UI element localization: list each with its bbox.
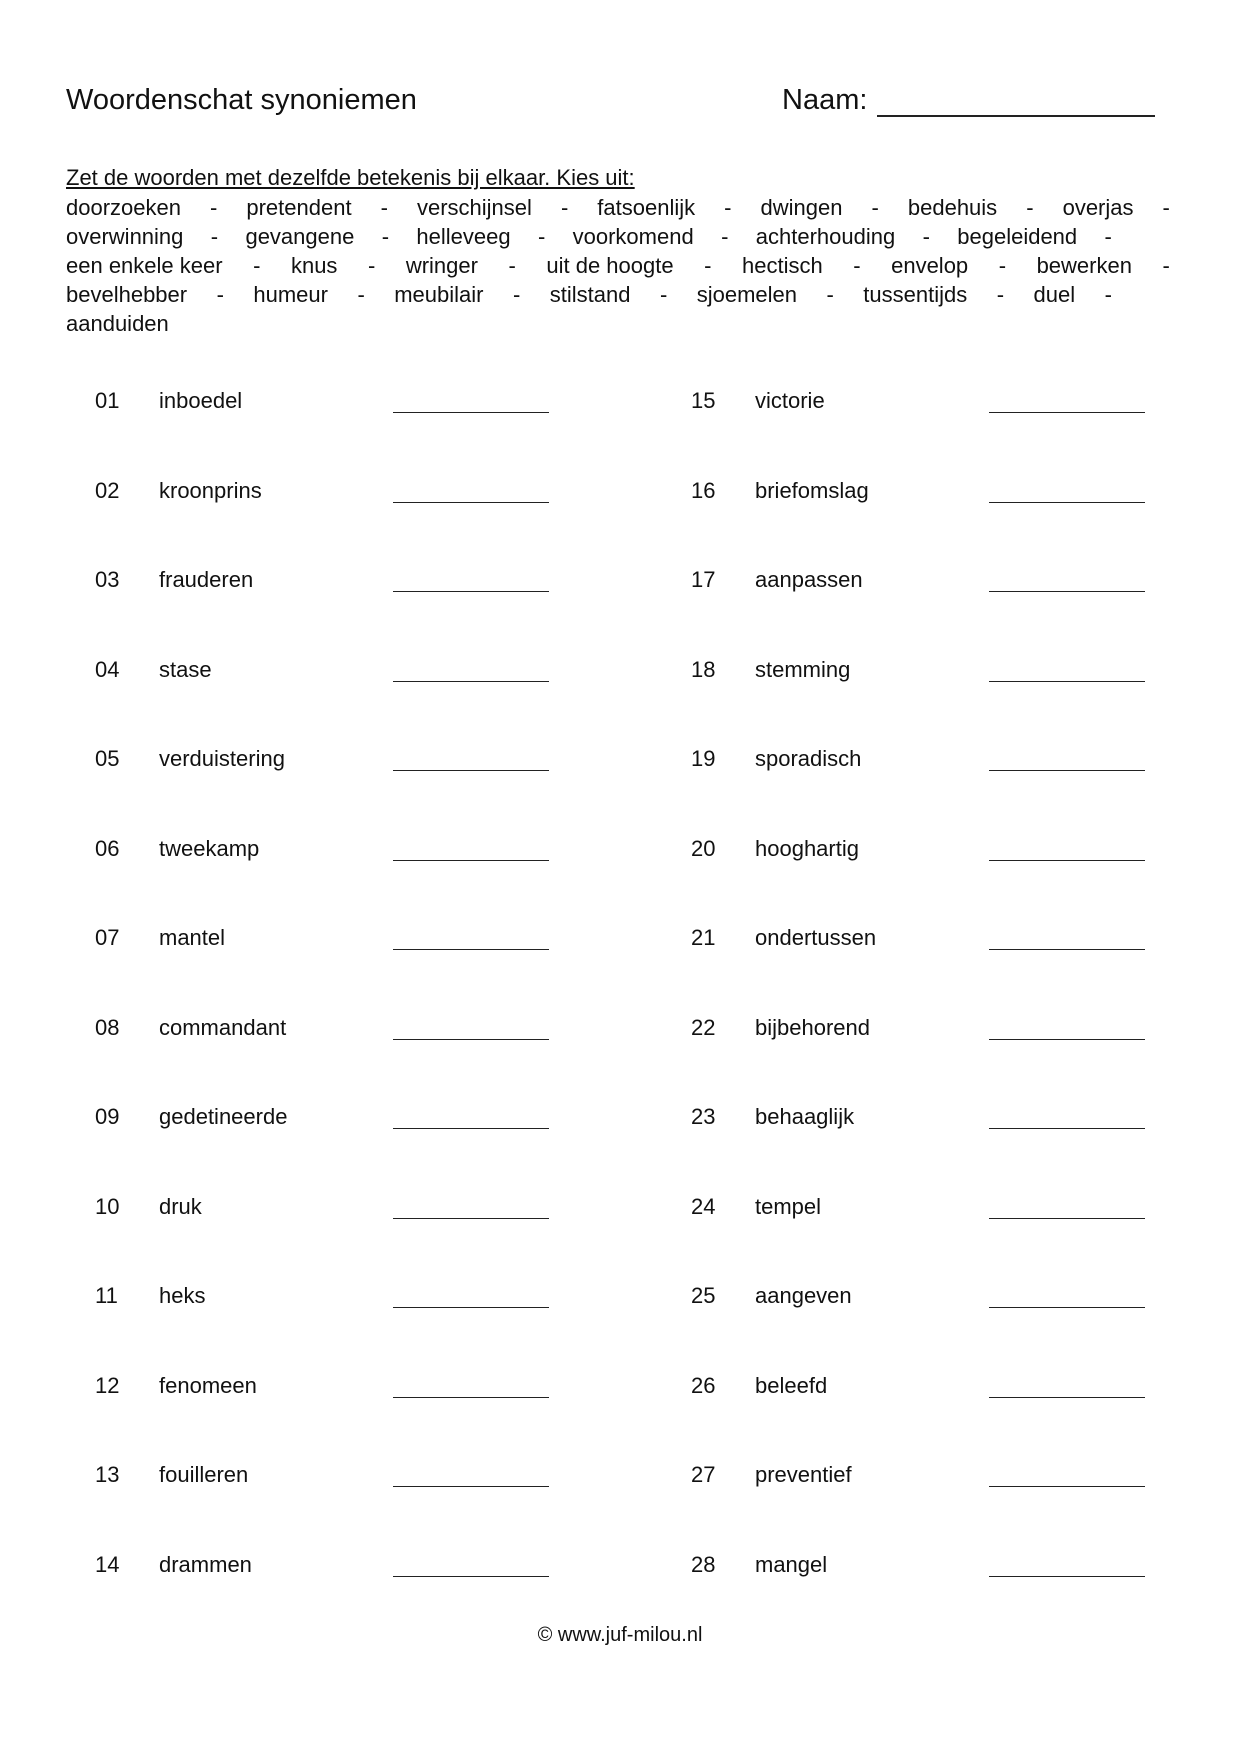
word-separator: - [1162, 195, 1170, 220]
item-word: inboedel [159, 388, 243, 413]
exercise-item [691, 1015, 1211, 1105]
answer-line[interactable] [989, 949, 1145, 950]
item-word: behaaglijk [755, 1104, 855, 1129]
word-separator: - [704, 253, 712, 278]
word-bank-row [66, 282, 1112, 308]
instruction-text: Zet de woorden met dezelfde betekenis bij elkaar. Kies uit: [66, 165, 635, 190]
word-separator: - [724, 195, 732, 220]
word-bank-word: bedehuis [907, 195, 998, 220]
exercise-item [95, 836, 615, 926]
word-bank-row [66, 195, 1170, 221]
answer-line[interactable] [393, 1039, 549, 1040]
item-number: 28 [691, 1551, 716, 1577]
answer-line[interactable] [393, 1307, 549, 1308]
word-separator: - [871, 195, 879, 220]
word-bank-word: overjas [1062, 195, 1134, 220]
item-number: 07 [95, 925, 120, 950]
word-bank-word: meubilair [394, 282, 484, 307]
answer-line[interactable] [989, 1128, 1145, 1129]
answer-line[interactable] [989, 770, 1145, 771]
item-number: 16 [691, 477, 716, 503]
item-number: 05 [95, 746, 120, 771]
name-field[interactable] [877, 115, 1155, 117]
exercise-item [691, 925, 1211, 1015]
exercise-item [691, 1462, 1211, 1552]
exercise-column-left [95, 388, 615, 1641]
exercise-item [691, 1283, 1211, 1373]
word-separator: - [659, 282, 668, 307]
item-word: sporadisch [755, 746, 862, 771]
item-number: 14 [95, 1551, 120, 1577]
word-separator: - [1104, 282, 1112, 307]
word-bank-word: overwinning [66, 224, 184, 249]
word-bank-word: pretendent [246, 195, 352, 220]
word-bank-row [66, 311, 1170, 337]
item-word: briefomslag [755, 477, 869, 503]
item-word: fenomeen [159, 1372, 257, 1398]
item-word: stemming [755, 656, 851, 682]
name-label: Naam: [782, 84, 868, 116]
exercise-item [691, 1373, 1211, 1463]
word-separator: - [216, 282, 224, 307]
word-separator: - [537, 224, 546, 249]
answer-line[interactable] [989, 681, 1145, 682]
answer-line[interactable] [989, 1039, 1145, 1040]
exercise-item [691, 1104, 1211, 1194]
word-bank-word: gevangene [245, 224, 355, 249]
answer-line[interactable] [393, 1397, 549, 1398]
item-number: 11 [95, 1283, 118, 1308]
item-number: 01 [95, 388, 120, 413]
word-bank-word: hectisch [741, 253, 823, 278]
exercise-item [691, 567, 1211, 657]
word-bank-word: helleveeg [416, 224, 511, 249]
word-bank-word: voorkomend [572, 224, 694, 249]
word-separator: - [210, 195, 218, 220]
item-word: kroonprins [159, 477, 262, 503]
answer-line[interactable] [989, 1486, 1145, 1487]
item-number: 23 [691, 1104, 716, 1129]
word-bank-word: humeur [253, 282, 328, 307]
item-number: 24 [691, 1193, 716, 1219]
word-separator: - [826, 282, 834, 307]
answer-line[interactable] [989, 1576, 1145, 1577]
word-bank-word: begeleidend [957, 224, 1078, 249]
item-number: 27 [691, 1462, 716, 1487]
exercise-item [95, 1015, 615, 1105]
answer-line[interactable] [393, 770, 549, 771]
word-bank-word: envelop [891, 253, 969, 278]
exercise-item [691, 1194, 1211, 1284]
word-bank-word: bewerken [1036, 253, 1132, 278]
exercise-item [95, 746, 615, 836]
word-separator: - [560, 195, 569, 220]
copyright-footer: © www.juf-milou.nl [537, 1624, 703, 1646]
answer-line[interactable] [989, 1307, 1145, 1308]
item-number: 20 [691, 835, 716, 861]
answer-line[interactable] [393, 949, 549, 950]
exercise-item [691, 478, 1211, 568]
word-separator: - [210, 224, 219, 249]
word-bank-word: doorzoeken [66, 195, 181, 220]
word-separator: - [1104, 224, 1112, 249]
word-separator: - [996, 282, 1005, 307]
word-bank-word: fatsoenlijk [597, 195, 696, 220]
word-bank-word: knus [290, 253, 338, 278]
word-separator: - [381, 224, 390, 249]
item-word: tweekamp [159, 835, 260, 861]
exercise-item [95, 1283, 615, 1373]
answer-line[interactable] [989, 860, 1145, 861]
item-number: 18 [691, 656, 716, 682]
word-bank-word: duel [1033, 282, 1076, 307]
answer-line[interactable] [393, 1218, 549, 1219]
exercise-column-right [691, 388, 1211, 1641]
item-word: aanpassen [755, 567, 863, 592]
item-number: 06 [95, 835, 120, 861]
exercise-item [691, 388, 1211, 478]
item-number: 21 [691, 925, 716, 950]
answer-line[interactable] [393, 1486, 549, 1487]
exercise-item [95, 925, 615, 1015]
item-number: 12 [95, 1372, 120, 1398]
item-word: drammen [159, 1551, 252, 1577]
word-bank-word: dwingen [760, 195, 843, 220]
item-word: aangeven [755, 1283, 852, 1308]
item-number: 13 [95, 1462, 120, 1487]
item-word: victorie [755, 388, 825, 413]
item-number: 10 [95, 1193, 120, 1219]
item-number: 08 [95, 1014, 120, 1040]
answer-line[interactable] [393, 502, 549, 503]
item-number: 26 [691, 1372, 716, 1398]
word-bank-word: tussentijds [863, 282, 968, 307]
exercise-item [95, 567, 615, 657]
word-separator: - [1026, 195, 1034, 220]
word-separator: - [508, 253, 516, 278]
item-word: beleefd [755, 1372, 828, 1398]
exercise-item [95, 1462, 615, 1552]
item-number: 25 [691, 1283, 716, 1308]
word-separator: - [380, 195, 388, 220]
answer-line[interactable] [393, 681, 549, 682]
exercise-item [95, 1373, 615, 1463]
exercise-item [95, 1194, 615, 1284]
item-word: ondertussen [755, 925, 877, 950]
item-word: tempel [755, 1193, 822, 1219]
word-bank-word: wringer [405, 253, 478, 278]
item-number: 22 [691, 1014, 716, 1040]
item-number: 17 [691, 567, 716, 592]
item-word: preventief [755, 1462, 852, 1487]
answer-line[interactable] [393, 412, 549, 413]
word-bank-word: sjoemelen [696, 282, 798, 307]
item-word: mantel [159, 925, 226, 950]
word-bank-row [66, 253, 1170, 279]
item-word: hooghartig [755, 835, 859, 861]
word-separator: - [512, 282, 521, 307]
word-separator: - [357, 282, 365, 307]
word-separator: - [1162, 253, 1170, 278]
exercise-item [95, 1104, 615, 1194]
item-word: heks [159, 1283, 206, 1308]
answer-line[interactable] [393, 591, 549, 592]
answer-line[interactable] [989, 412, 1145, 413]
word-bank-word: verschijnsel [416, 195, 532, 220]
item-word: commandant [159, 1014, 287, 1040]
item-word: fouilleren [159, 1462, 249, 1487]
word-separator: - [922, 224, 930, 249]
exercise-item [95, 478, 615, 568]
item-word: gedetineerde [159, 1104, 288, 1129]
item-word: druk [159, 1193, 202, 1219]
exercise-item [691, 657, 1211, 747]
page-title: Woordenschat synoniemen [66, 84, 417, 116]
word-bank-word: aanduiden [66, 311, 169, 336]
word-bank-word: stilstand [549, 282, 631, 307]
item-word: stase [159, 656, 212, 682]
exercise-item [691, 836, 1211, 926]
answer-line[interactable] [989, 1397, 1145, 1398]
item-number: 15 [691, 388, 716, 413]
answer-line[interactable] [989, 591, 1145, 592]
item-word: mangel [755, 1551, 828, 1577]
answer-line[interactable] [989, 1218, 1145, 1219]
word-separator: - [853, 253, 861, 278]
word-bank-word: achterhouding [755, 224, 896, 249]
exercise-item [95, 657, 615, 747]
answer-line[interactable] [989, 502, 1145, 503]
word-separator: - [721, 224, 729, 249]
item-number: 02 [95, 477, 120, 503]
word-bank-word: bevelhebber [66, 282, 188, 307]
item-word: frauderen [159, 567, 254, 592]
word-separator: - [998, 253, 1007, 278]
word-bank-word: een enkele keer [66, 253, 223, 278]
answer-line[interactable] [393, 860, 549, 861]
answer-line[interactable] [393, 1128, 549, 1129]
item-word: bijbehorend [755, 1014, 870, 1040]
item-number: 03 [95, 567, 120, 592]
word-bank-word: uit de hoogte [546, 253, 674, 278]
item-number: 04 [95, 656, 120, 682]
item-number: 09 [95, 1104, 120, 1129]
item-word: verduistering [159, 746, 285, 771]
word-separator: - [253, 253, 261, 278]
item-number: 19 [691, 746, 716, 771]
exercise-item [691, 746, 1211, 836]
exercise-item [95, 388, 615, 478]
answer-line[interactable] [393, 1576, 549, 1577]
word-bank-row [66, 224, 1112, 250]
word-separator: - [367, 253, 376, 278]
